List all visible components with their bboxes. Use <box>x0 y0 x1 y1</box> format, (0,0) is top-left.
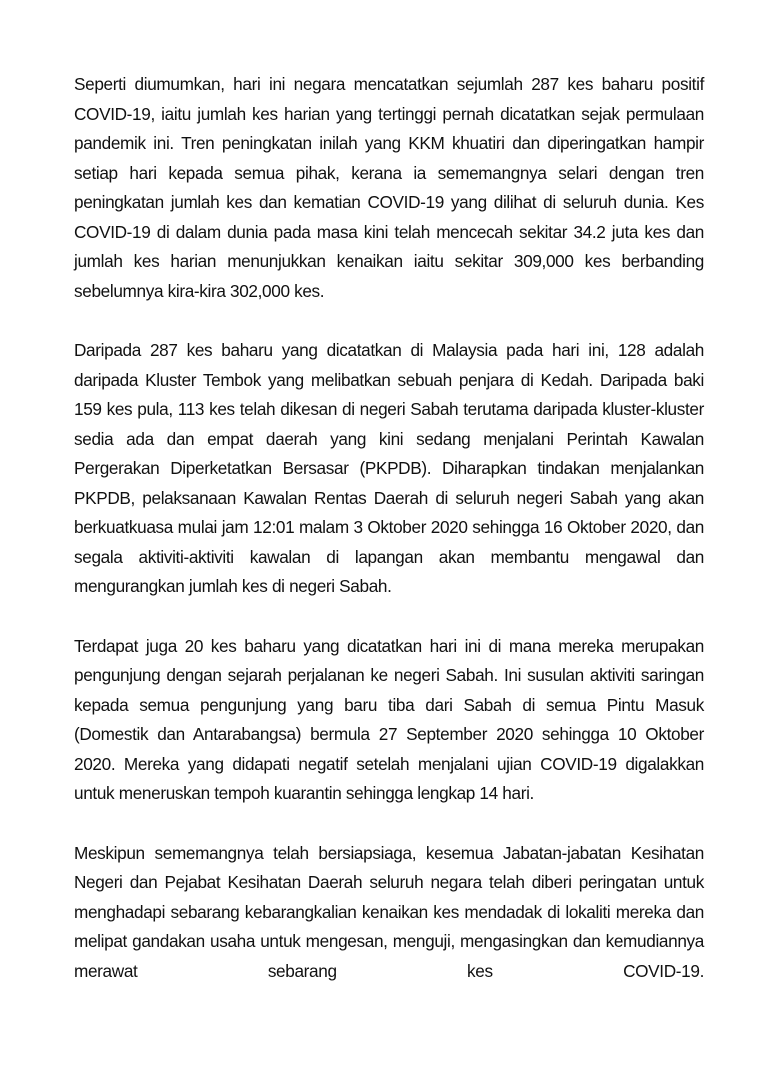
paragraph-1: Seperti diumumkan, hari ini negara mencatatkan sejumlah 287 kes baharu positif COVID-19, iaitu jumlah kes harian yang tertinggi pernah dicatatkan sejak permulaan pandemik ini. Tren peningkatan inilah yang KKM khuatiri dan diperingatkan hampir setiap hari kepada semua pihak, kerana ia sememangnya selari dengan tren peningkatan jumlah kes dan kematian COVID-19 yang dilihat di seluruh dunia. Kes COVID-19 di dalam dunia pada masa kini telah mencecah sekitar 34.2 juta kes dan jumlah kes harian menunjukkan kenaikan iaitu sekitar 309,000 kes berbanding sebelumnya kira-kira 302,000 kes. <box>74 74 704 301</box>
paragraph-2: Daripada 287 kes baharu yang dicatatkan di Malaysia pada hari ini, 128 adalah daripada Kluster Tembok yang melibatkan sebuah penjara di Kedah. Daripada baki 159 kes pula, 113 kes telah dikesan di negeri Sabah terutama daripada kluster-kluster sedia ada dan empat daerah yang kini sedang menjalani Perintah Kawalan Pergerakan Diperketatkan Bersasar (PKPDB). Diharapkan tindakan menjalankan PKPDB, pelaksanaan Kawalan Rentas Daerah di seluruh negeri Sabah yang akan berkuatkuasa mulai jam 12:01 malam 3 Oktober 2020 sehingga 16 Oktober 2020, dan segala aktiviti-aktiviti kawalan di lapangan akan membantu mengawal dan mengurangkan jumlah kes di negeri Sabah. <box>74 340 704 596</box>
paragraph-4: Meskipun sememangnya telah bersiapsiaga, kesemua Jabatan-jabatan Kesihatan Negeri dan Pejabat Kesihatan Daerah seluruh negara telah diberi peringatan untuk menghadapi sebarang kebarangkalian kenaikan kes mendadak di lokaliti mereka dan melipat gandakan usaha untuk mengesan, menguji, mengasingkan dan kemudiannya merawat sebarang kes COVID-19. <box>74 842 704 981</box>
paragraph-3: Terdapat juga 20 kes baharu yang dicatatkan hari ini di mana mereka merupakan pengunjung dengan sejarah perjalanan ke negeri Sabah. Ini susulan aktiviti saringan kepada semua pengunjung yang baru tiba dari Sabah di semua Pintu Masuk (Domestik dan Antarabangsa) bermula 27 September 2020 sehingga 10 Oktober 2020. Mereka yang didapati negatif setelah menjalani ujian COVID-19 digalakkan untuk meneruskan tempoh kuarantin sehingga lengkap 14 hari. <box>74 635 704 803</box>
document-page <box>74 70 704 1016</box>
